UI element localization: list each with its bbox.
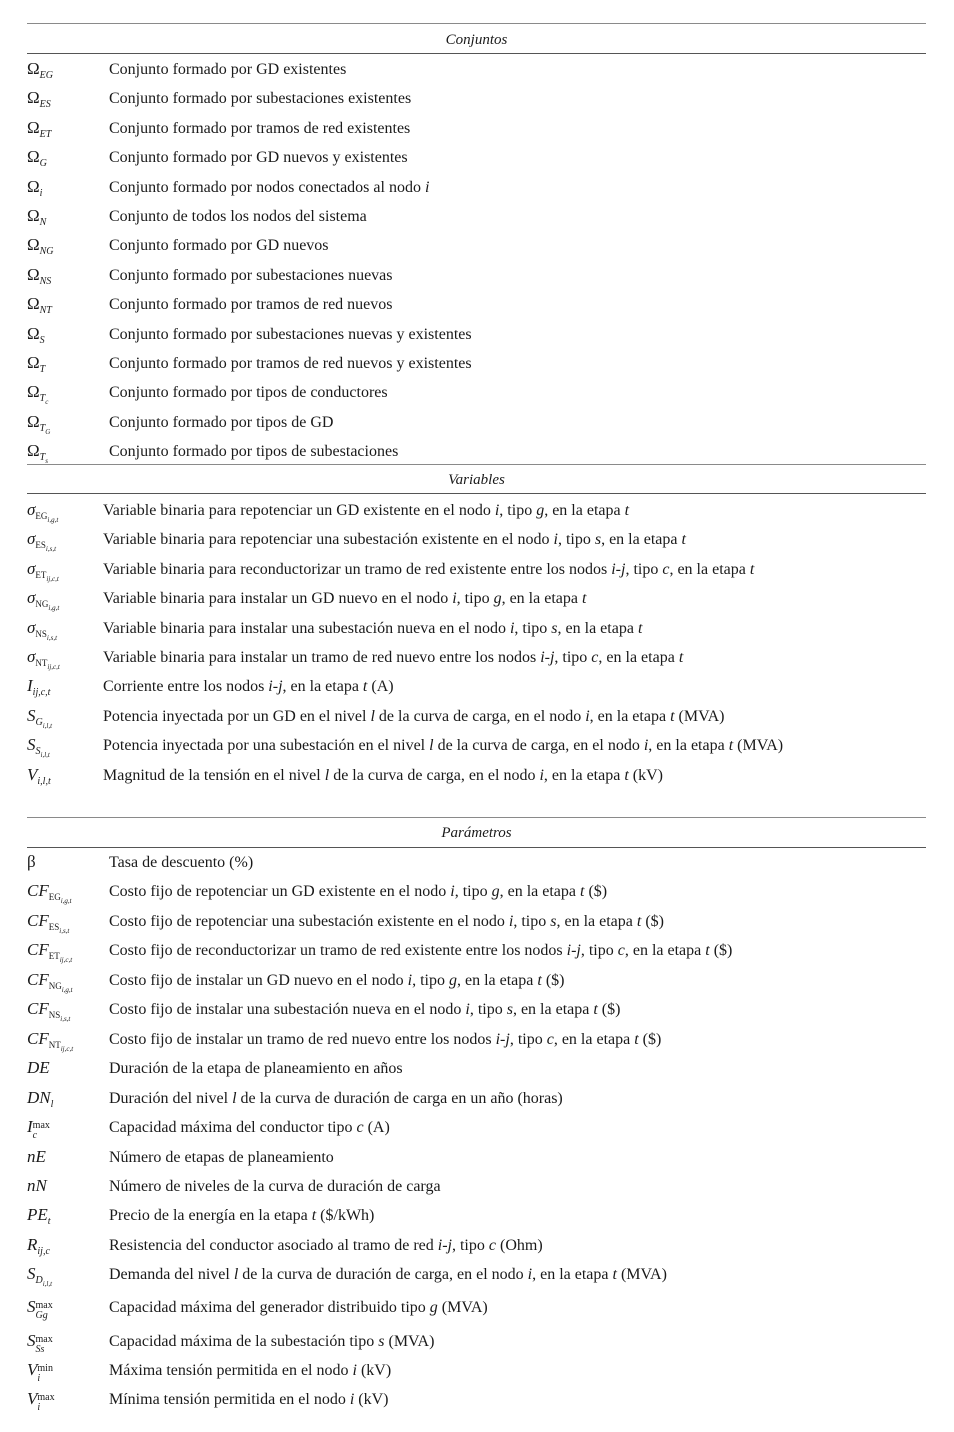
table-top-rule [27, 23, 926, 24]
description: Conjunto de todos los nodos del sistema [109, 208, 367, 225]
list-item [27, 851, 926, 880]
description: Variable binaria para instalar un GD nuevo en el nodo i, tipo g, en la etapa t [103, 590, 587, 608]
list-item [27, 646, 926, 675]
symbol: $I_{ij,c,t}$ [27, 676, 51, 699]
symbol: $\Omega_G$ [27, 147, 47, 170]
description: Conjunto formado por tipos de subestaciones [109, 443, 399, 461]
list-item [27, 705, 926, 734]
description: Costo fijo de instalar un tramo de red nuevo entre los nodos i-j, tipo c, en la etapa t ($) [109, 1031, 662, 1048]
symbol: $\Omega_S$ [27, 323, 45, 346]
description: Demanda del nivel l de la curva de duración de carga, en el nodo i, en la etapa t (MVA) [109, 1266, 667, 1283]
symbol: $CF_{NG_{i,g,t}}$ [27, 970, 73, 994]
description: Magnitud de la tensión en el nivel l de la curva de carga, en el nodo i, en la etapa t (kV) [103, 766, 663, 784]
symbol: β [27, 852, 36, 871]
description: Conjunto formado por tramos de red existentes [109, 119, 411, 137]
description: Conjunto formado por subestaciones nuevas [109, 266, 393, 284]
symbol: $PE_t$ [27, 1205, 51, 1227]
symbol: $\sigma_{EG_{i,g,t}}$ [27, 500, 59, 524]
list-item [27, 1234, 926, 1263]
description: Costo fijo de reconductorizar un tramo de red existente entre los nodos i-j, tipo c, en la etapa t ($) [109, 942, 733, 959]
description: Resistencia del conductor asociado al tramo de red i-j, tipo c (Ohm) [109, 1237, 543, 1254]
description: Costo fijo de repotenciar una subestación existente en el nodo i, tipo s, en la etapa t ($) [109, 913, 664, 930]
description: Capacidad máxima del generador distribuido tipo g (MVA) [109, 1299, 488, 1316]
list-item [27, 205, 926, 234]
symbol: $V_{i,l,t}$ [27, 764, 51, 787]
section-rule [27, 817, 926, 818]
list-item [27, 998, 926, 1027]
description: Conjunto formado por GD existentes [109, 61, 347, 78]
list-item [27, 264, 926, 293]
description: Variable binaria para reconductorizar un tramo de red existente entre los nodos i-j, tipo c, en la etapa t [103, 560, 755, 578]
description: Número de niveles de la curva de duración de carga [109, 1178, 441, 1195]
symbol: $\sigma_{NS_{i,s,t}}$ [27, 617, 58, 642]
symbol: $\Omega_{NG}$ [27, 235, 54, 258]
list-item [27, 675, 926, 704]
symbol: $\Omega_{EG}$ [27, 59, 53, 81]
symbol: $DN_l$ [27, 1088, 54, 1110]
symbol: $\sigma_{ES_{i,s,t}}$ [27, 529, 57, 554]
description: Variable binaria para instalar una subestación nueva en el nodo i, tipo s, en la etapa t [103, 619, 643, 637]
symbol: $\Omega_i$ [27, 176, 43, 199]
symbol: $S_{S_{i,l,t}}$ [27, 735, 50, 760]
list-item [27, 146, 926, 175]
description: Conjunto formado por tipos de conductores [109, 384, 388, 402]
description: Conjunto formado por GD nuevos y existentes [109, 149, 408, 167]
description: Variable binaria para repotenciar una subestación existente en el nodo i, tipo s, en la etapa t [103, 531, 686, 549]
symbol: $\Omega_{T_s}$ [27, 441, 48, 466]
symbol: $S_{G_{i,l,t}}$ [27, 705, 53, 730]
symbol: S max Ss [27, 1331, 53, 1355]
description: Máxima tensión permitida en el nodo i (kV) [109, 1362, 392, 1379]
symbol: V max i [27, 1389, 55, 1413]
symbol: $\Omega_N$ [27, 206, 47, 228]
list-item [27, 558, 926, 587]
symbol: $CF_{EG_{i,g,t}}$ [27, 881, 72, 905]
symbol: $\Omega_{NS}$ [27, 264, 52, 287]
description: Número de etapas de planeamiento [109, 1149, 334, 1166]
description: Conjunto formado por GD nuevos [109, 237, 329, 255]
description: Conjunto formado por nodos conectados al nodo i [109, 178, 430, 196]
list-item [27, 734, 926, 763]
list-item [27, 1388, 926, 1417]
symbol: V min i [27, 1360, 53, 1384]
symbol: $CF_{NS_{i,s,t}}$ [27, 999, 71, 1023]
list-item [27, 1057, 926, 1086]
section-rule [27, 493, 926, 494]
description: Costo fijo de instalar un GD nuevo en el nodo i, tipo g, en la etapa t ($) [109, 972, 565, 989]
list-item [27, 411, 926, 440]
list-item [27, 528, 926, 557]
list-item [27, 910, 926, 939]
description: Costo fijo de instalar una subestación nueva en el nodo i, tipo s, en la etapa t ($) [109, 1001, 621, 1018]
symbol: S max Gg [27, 1297, 53, 1321]
description: Precio de la energía en la etapa t ($/kWh) [109, 1207, 375, 1224]
list-item [27, 1359, 926, 1388]
list-item [27, 234, 926, 263]
description: Duración de la etapa de planeamiento en años [109, 1060, 403, 1077]
symbol: nN [27, 1176, 47, 1195]
list-item [27, 1146, 926, 1175]
list-item [27, 939, 926, 968]
description: Costo fijo de repotenciar un GD existente en el nodo i, tipo g, en la etapa t ($) [109, 883, 608, 900]
list-item [27, 323, 926, 352]
description: Capacidad máxima del conductor tipo c (A) [109, 1119, 390, 1136]
description: Duración del nivel l de la curva de duración de carga en un año (horas) [109, 1090, 563, 1107]
list-item [27, 587, 926, 616]
symbol: DE [27, 1058, 50, 1077]
description: Conjunto formado por tramos de red nuevos y existentes [109, 355, 472, 372]
symbol: $\Omega_{T_c}$ [27, 382, 49, 407]
description: Tasa de descuento (%) [109, 854, 254, 871]
section-rule [27, 847, 926, 848]
description: Potencia inyectada por una subestación en el nivel l de la curva de carga, en el nodo i, en la etapa t (MVA) [103, 737, 784, 755]
symbol: $\sigma_{NG_{i,g,t}}$ [27, 588, 60, 613]
section-title-parametros: Parámetros [441, 825, 512, 841]
list-item [27, 1330, 926, 1359]
symbol: $R_{ij,c}$ [27, 1235, 50, 1257]
list-item [27, 381, 926, 410]
description: Mínima tensión permitida en el nodo i (kV) [109, 1391, 389, 1408]
list-item [27, 293, 926, 322]
list-item [27, 1175, 926, 1204]
description: Variable binaria para instalar un tramo de red nuevo entre los nodos i-j, tipo c, en la etapa t [103, 649, 684, 666]
description: Conjunto formado por subestaciones nuevas y existentes [109, 325, 472, 343]
section-rule [27, 464, 926, 465]
list-item [27, 176, 926, 205]
list-item [27, 352, 926, 381]
section-rule [27, 53, 926, 54]
description: Variable binaria para repotenciar un GD existente en el nodo i, tipo g, en la etapa t [103, 502, 630, 519]
symbol: $CF_{ES_{i,s,t}}$ [27, 911, 70, 935]
symbol: nE [27, 1147, 46, 1166]
list-item [27, 1087, 926, 1116]
list-item [27, 1028, 926, 1057]
symbol: $S_{D_{i,l,t}}$ [27, 1264, 53, 1288]
list-item [27, 764, 926, 793]
symbol: $\Omega_T$ [27, 353, 46, 375]
list-item [27, 499, 926, 528]
symbol: $\sigma_{ET_{ij,c,t}}$ [27, 558, 59, 583]
list-item [27, 617, 926, 646]
list-item [27, 1296, 926, 1325]
list-item [27, 1263, 926, 1292]
symbol: I max c [27, 1117, 50, 1141]
symbol: $\Omega_{ET}$ [27, 117, 52, 140]
symbol: $\Omega_{T_G}$ [27, 411, 51, 436]
symbol: $CF_{NT_{ij,c,t}}$ [27, 1029, 74, 1053]
list-item [27, 58, 926, 87]
description: Capacidad máxima de la subestación tipo s (MVA) [109, 1333, 435, 1350]
description: Potencia inyectada por un GD en el nivel l de la curva de carga, en el nodo i, en la etapa t (MVA) [103, 707, 725, 725]
description: Conjunto formado por subestaciones existentes [109, 90, 412, 108]
symbol: $\Omega_{ES}$ [27, 88, 51, 111]
description: Conjunto formado por tipos de GD [109, 413, 334, 431]
section-title-variables: Variables [448, 472, 505, 488]
section-title-conjuntos: Conjuntos [445, 32, 508, 48]
symbol: $CF_{ET_{ij,c,t}}$ [27, 940, 73, 964]
list-item [27, 87, 926, 116]
description: Conjunto formado por tramos de red nuevos [109, 296, 393, 314]
list-item [27, 880, 926, 909]
symbol: $\Omega_{NT}$ [27, 294, 52, 317]
symbol: $\sigma_{NT_{ij,c,t}}$ [27, 647, 60, 671]
list-item [27, 117, 926, 146]
description: Corriente entre los nodos i-j, en la etapa t (A) [103, 678, 394, 696]
list-item [27, 1116, 926, 1145]
list-item [27, 969, 926, 998]
list-item [27, 1204, 926, 1233]
